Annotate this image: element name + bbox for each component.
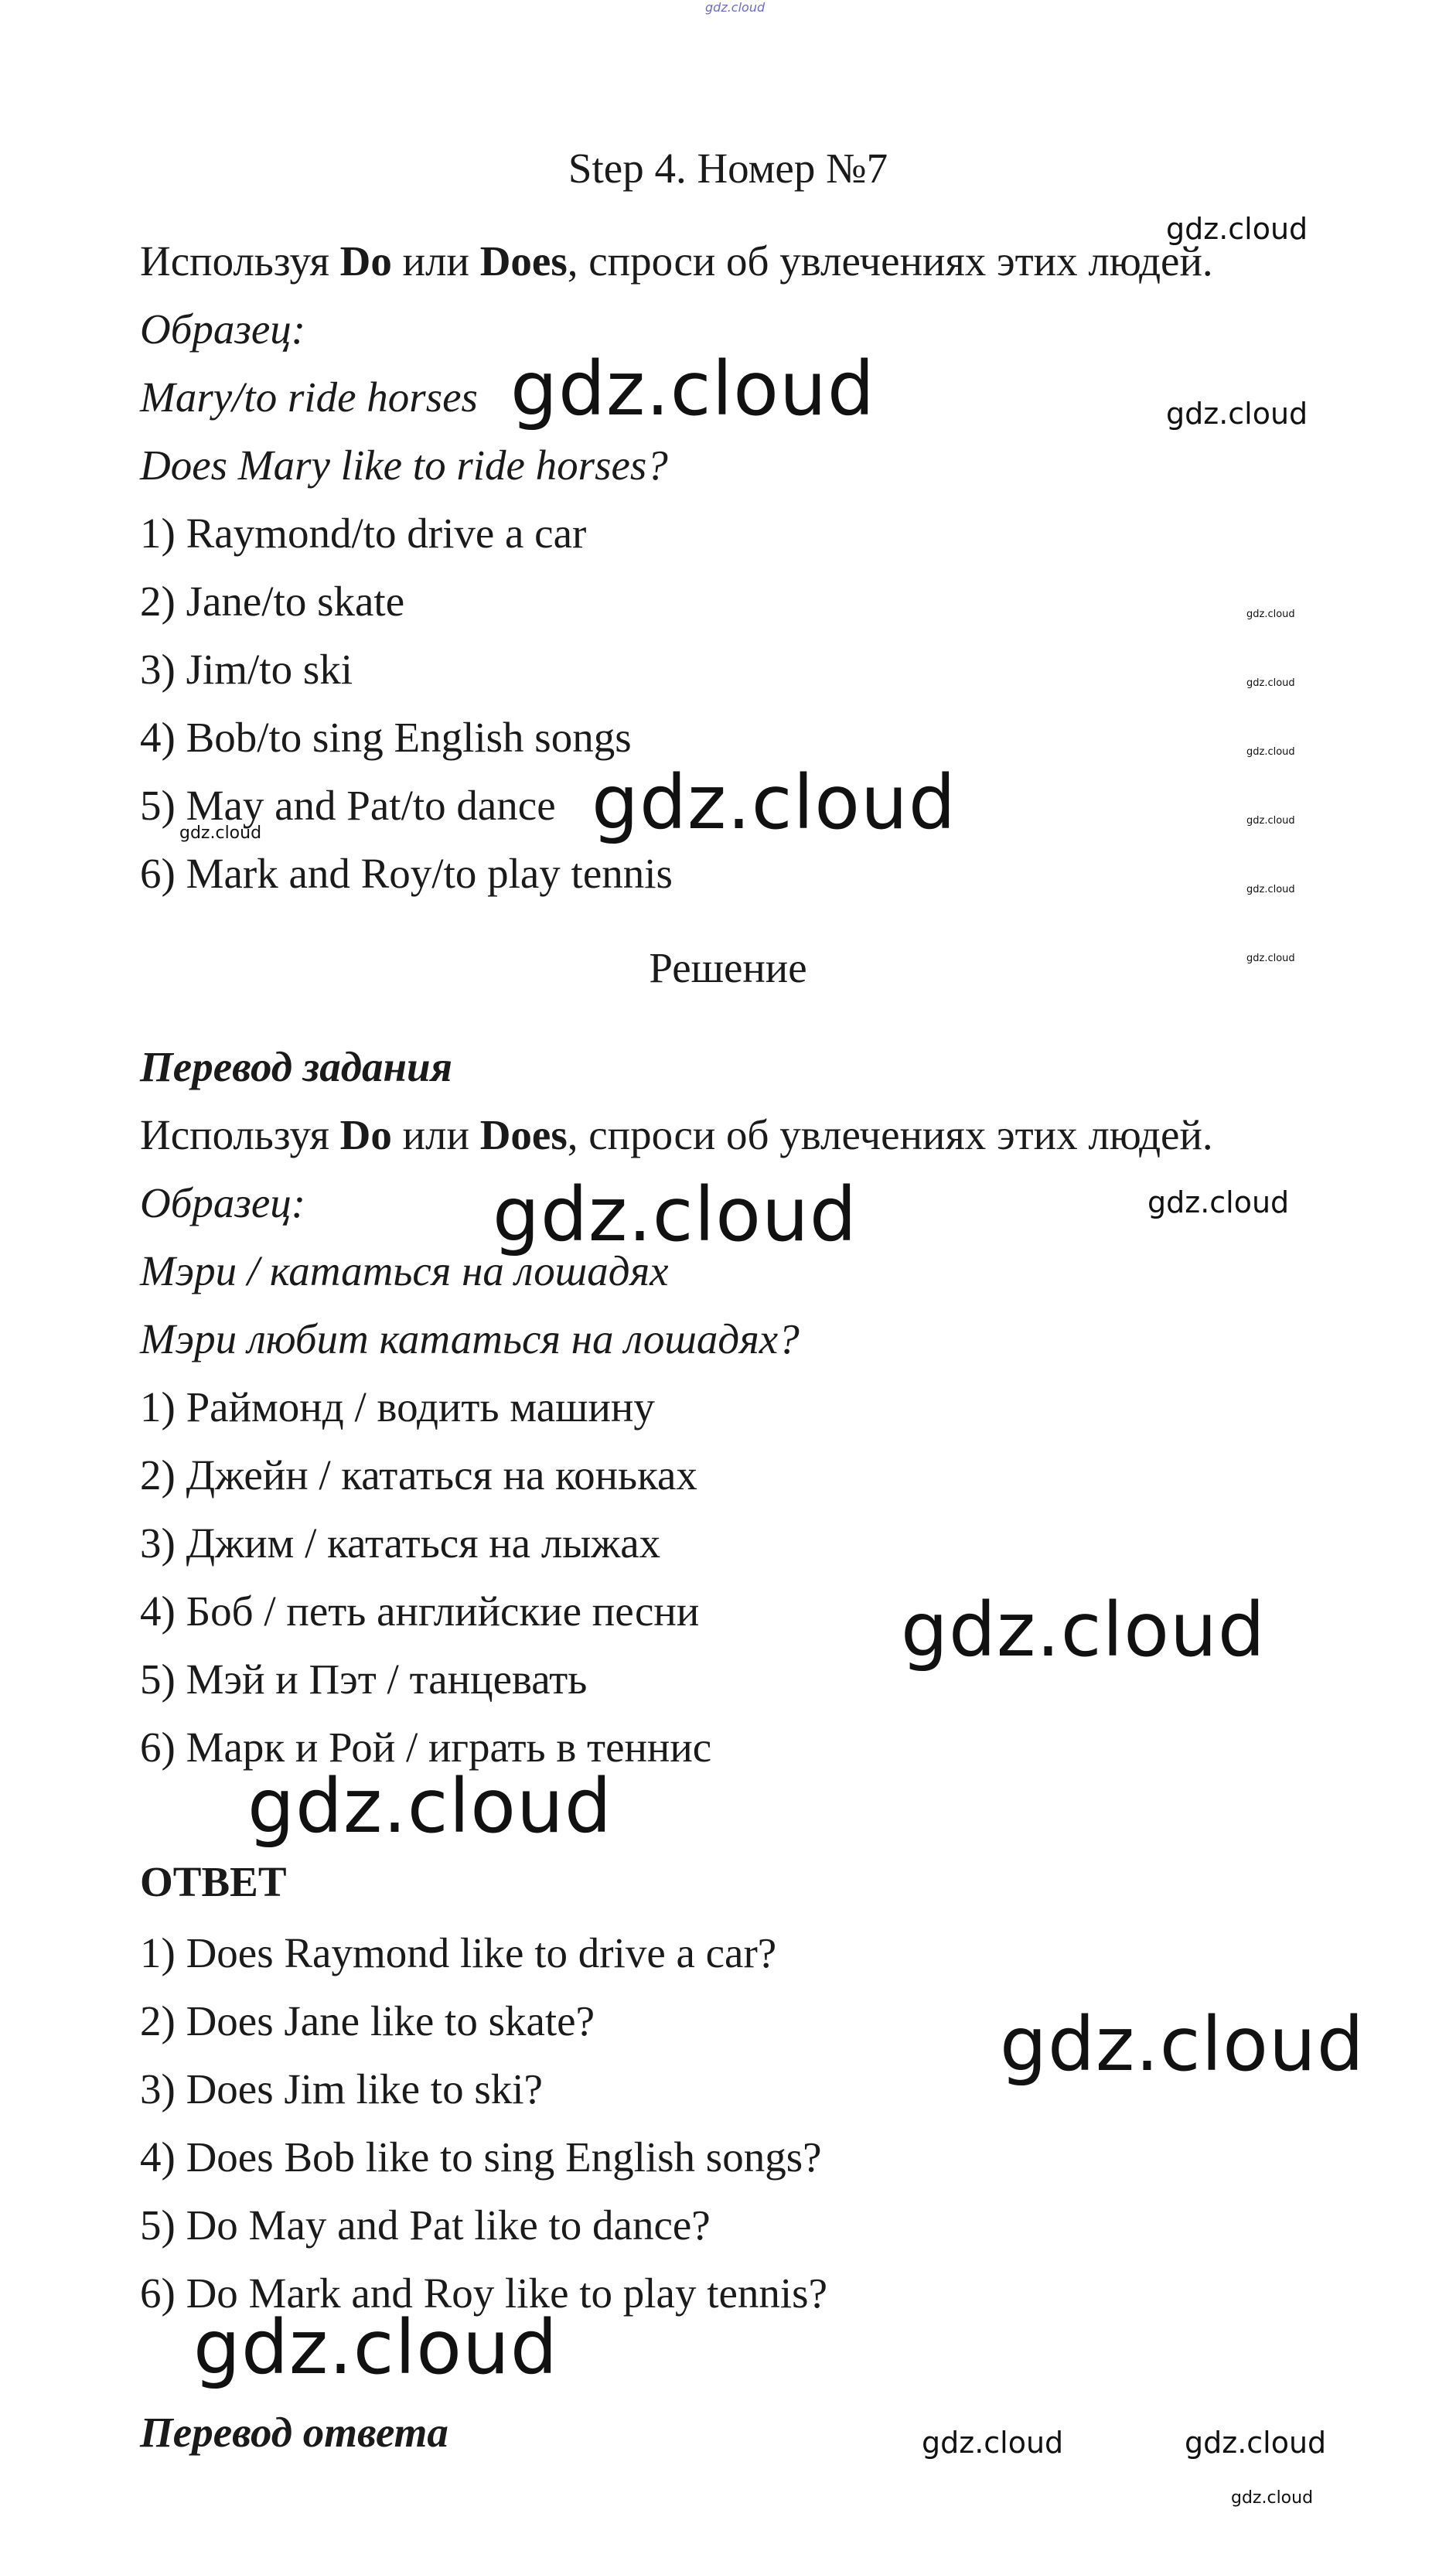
watermark: gdz.cloud: [493, 1171, 858, 1258]
watermark: gdz.cloud: [193, 2304, 558, 2391]
solution-item: 2) Джейн / кататься на коньках: [140, 1451, 697, 1499]
watermark: gdz.cloud: [247, 1763, 612, 1850]
task-item: 2) Jane/to skate: [140, 578, 405, 625]
answer-translation-heading: Перевод ответа: [140, 2409, 448, 2456]
watermark: gdz.cloud: [1246, 884, 1295, 895]
answer-item: 1) Does Raymond like to drive a car?: [140, 1929, 777, 1976]
watermark: gdz.cloud: [1231, 2488, 1314, 2508]
task-sample-label: Образец:: [140, 305, 306, 353]
solution-item: 1) Раймонд / водить машину: [140, 1383, 655, 1431]
answer-item: 5) Do May and Pat like to dance?: [140, 2201, 711, 2249]
watermark: gdz.cloud: [1246, 746, 1295, 758]
solution-sample-label: Образец:: [140, 1179, 306, 1226]
solution-sample-line1: Мэри / кататься на лошадях: [140, 1247, 669, 1294]
watermark-top: gdz.cloud: [705, 0, 766, 15]
solution-instruction: Используя Do или Does, спроси об увлечениях этих людей.: [140, 1111, 1213, 1158]
translation-heading: Перевод задания: [140, 1043, 452, 1090]
watermark: gdz.cloud: [922, 2426, 1064, 2460]
watermark: gdz.cloud: [1185, 2426, 1327, 2460]
watermark: gdz.cloud: [1246, 677, 1295, 689]
answer-item: 3) Does Jim like to ski?: [140, 2065, 543, 2113]
answer-item: 6) Do Mark and Roy like to play tennis?: [140, 2269, 827, 2317]
watermark: gdz.cloud: [1166, 212, 1308, 246]
task-sample-line2: Does Mary like to ride horses?: [140, 442, 668, 489]
solution-item: 5) Мэй и Пэт / танцевать: [140, 1656, 588, 1703]
watermark: gdz.cloud: [510, 346, 875, 432]
watermark: gdz.cloud: [179, 824, 262, 843]
watermark: gdz.cloud: [1000, 2001, 1365, 2088]
page-title: Step 4. Номер №7: [568, 145, 888, 192]
watermark: gdz.cloud: [1246, 609, 1295, 620]
answer-item: 4) Does Bob like to sing English songs?: [140, 2133, 822, 2181]
watermark: gdz.cloud: [901, 1587, 1266, 1673]
task-item: 4) Bob/to sing English songs: [140, 714, 632, 761]
solution-item: 3) Джим / кататься на лыжах: [140, 1519, 661, 1567]
answer-heading: ОТВЕТ: [140, 1858, 287, 1905]
solution-heading: Решение: [649, 944, 807, 991]
solution-sample-line2: Мэри любит кататься на лошадях?: [140, 1315, 800, 1362]
task-item: 1) Raymond/to drive a car: [140, 510, 587, 557]
task-item: 3) Jim/to ski: [140, 646, 353, 693]
task-item: 5) May and Pat/to dance: [140, 782, 556, 829]
solution-item: 6) Марк и Рой / играть в теннис: [140, 1724, 712, 1771]
solution-item: 4) Боб / петь английские песни: [140, 1587, 700, 1635]
answer-item: 2) Does Jane like to skate?: [140, 1997, 595, 2044]
watermark: gdz.cloud: [1246, 815, 1295, 827]
watermark: gdz.cloud: [1246, 953, 1295, 964]
watermark: gdz.cloud: [1166, 397, 1308, 431]
task-sample-line1: Mary/to ride horses: [140, 373, 478, 421]
task-item: 6) Mark and Roy/to play tennis: [140, 850, 673, 897]
watermark: gdz.cloud: [592, 759, 956, 846]
task-instruction: Используя Do или Does, спроси об увлечениях этих людей.: [140, 237, 1213, 285]
watermark: gdz.cloud: [1147, 1185, 1290, 1219]
